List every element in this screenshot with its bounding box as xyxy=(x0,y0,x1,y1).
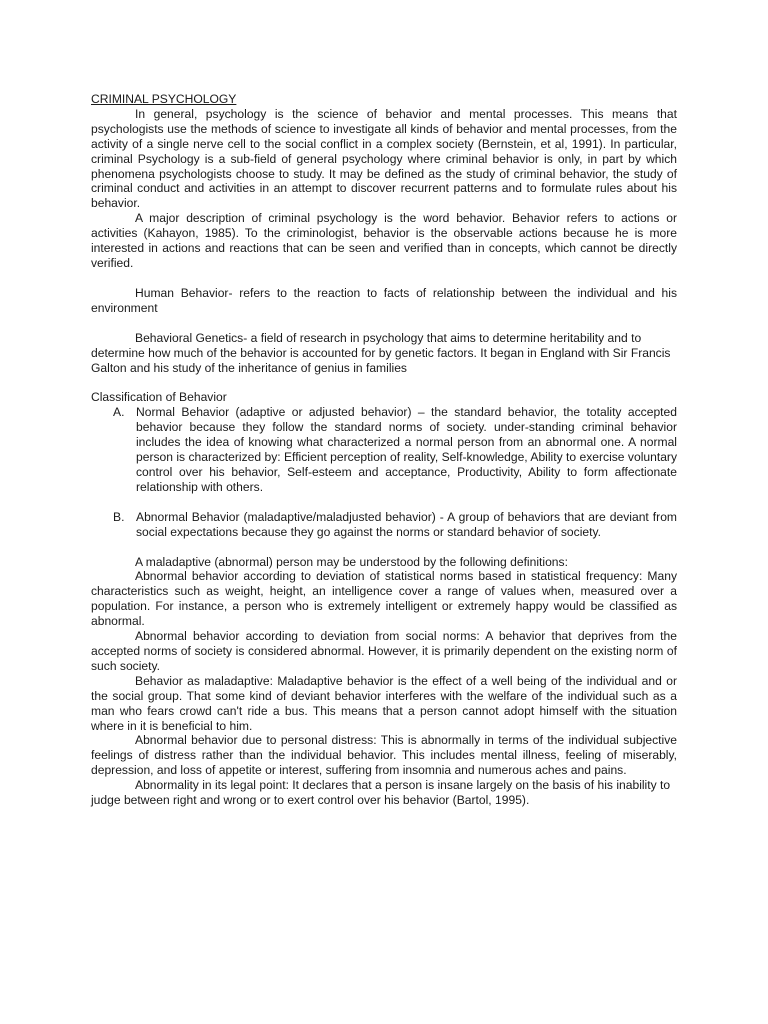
list-item-a xyxy=(91,405,677,494)
document-page xyxy=(91,92,677,808)
definition-social-norms: Abnormal behavior according to deviation from social norms: A behavior that deprives from the accepted norms of society is considered abnormal. However, it is primarily dependent on the existing norm of such society. xyxy=(91,629,677,673)
definition-maladaptive: Behavior as maladaptive: Maladaptive behavior is the effect of a well being of the individual and or the social group. That some kind of deviant behavior interferes with the welfare of the individual such as a man who fears crowd can't ride a bus. This means that a person cannot adopt himself with the situation where in it is beneficial to him. xyxy=(91,673,677,733)
behavioral-genetics-paragraph: Behavioral Genetics- a field of research in psychology that aims to determine heritability and to determine how much of the behavior is accounted for by genetic factors. It began in England with Sir Francis Galton and his study of the inheritance of genius in families xyxy=(91,330,671,375)
document-title: CRIMINAL PSYCHOLOGY xyxy=(91,92,237,106)
maladaptive-intro: A maladaptive (abnormal) person may be understood by the following definitions: xyxy=(135,554,568,569)
list-marker-b: B. xyxy=(113,509,125,524)
paragraph-gap xyxy=(91,495,677,510)
list-item-b xyxy=(91,510,677,540)
list-text-a: Normal Behavior (adaptive or adjusted behavior) – the standard behavior, the totality accepted behavior because they follow the standard norms of society. under-standing criminal behavior includes the idea of knowing what characterized a normal person from an abnormal one. A normal person is characterized by: Efficient perception of reality, Self-knowledge, Ability to exercise voluntary control over his behavior, Self-esteem and acceptance, Productivity, Ability to form affectionate relationship with others. xyxy=(136,405,677,494)
intro-paragraph-2: A major description of criminal psychology is the word behavior. Behavior refers to actions or activities (Kahayon, 1985). To the criminologist, behavior is the observable actions because he is more interested in actions and reactions that can be seen and verified than in concepts, which cannot be directly verified. xyxy=(91,211,677,270)
definition-statistical: Abnormal behavior according to deviation of statistical norms based in statistical frequency: Many characteristics such as weight, height, an intelligence cover a range of values when, measured over a population. For instance, a person who is extremely intelligent or extremely happy would be classified as abnormal. xyxy=(91,569,677,629)
list-text-b: Abnormal Behavior (maladaptive/maladjusted behavior) - A group of behaviors that are deviant from social expectations because they go against the norms or standard behavior of society. xyxy=(136,509,677,539)
paragraph-gap xyxy=(91,271,677,286)
paragraph-gap xyxy=(91,540,677,555)
intro-paragraph-1: In general, psychology is the science of behavior and mental processes. This means that psychologists use the methods of science to investigate all kinds of behavior and mental processes, from the activity of a single nerve cell to the social conflict in a complex society (Bernstein, et al, 1991). In particular, criminal Psychology is a sub-field of general psychology where criminal behavior is only, in part by which phenomena psychologists choose to study. It may be defined as the study of criminal behavior, the study of criminal conduct and activities in an attempt to discover recurrent patterns and to formulate rules about his behavior. xyxy=(91,106,677,211)
classification-heading: Classification of Behavior xyxy=(91,390,227,405)
definition-personal-distress: Abnormal behavior due to personal distress: This is abnormally in terms of the individual subjective feelings of distress rather than the individual behavior. This includes mental illness, feeling of miserably, depression, and loss of appetite or interest, suffering from insomnia and numerous aches and pains. xyxy=(91,733,677,778)
definition-legal: Abnormality in its legal point: It declares that a person is insane largely on the basis of his inability to judge between right and wrong or to exert control over his behavior (Bartol, 1995). xyxy=(91,778,671,808)
paragraph-gap xyxy=(91,375,677,390)
human-behavior-paragraph: Human Behavior- refers to the reaction to facts of relationship between the individual and his environment xyxy=(91,285,677,315)
list-marker-a: A. xyxy=(113,405,125,420)
paragraph-gap xyxy=(91,316,677,331)
